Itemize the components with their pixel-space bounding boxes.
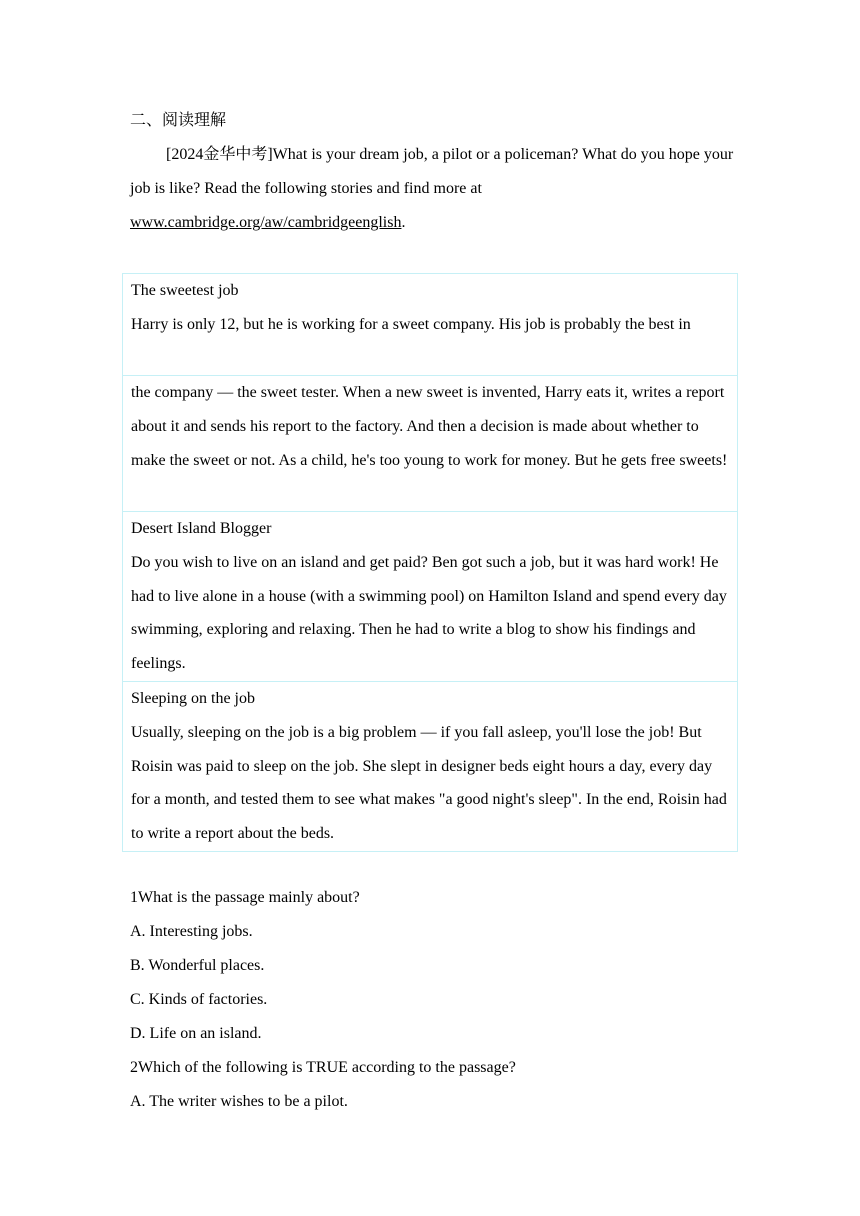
question-2-option-a[interactable]: A. The writer wishes to be a pilot. (130, 1093, 348, 1110)
story-text: Harry is only 12, but he is working for a sweet company. His job is probably the best in (131, 315, 691, 333)
story-cell-sweetest-job (123, 274, 738, 376)
story-title: The sweetest job (131, 282, 239, 299)
story-cell-sweetest-job-continued (123, 376, 738, 512)
table-row (123, 682, 738, 852)
question-1-option-d[interactable]: D. Life on an island. (130, 1025, 262, 1042)
question-1-stem: 1What is the passage mainly about? (130, 889, 360, 906)
table-row (123, 512, 738, 682)
story-text: Do you wish to live on an island and get paid? Ben got such a job, but it was hard work! He had to live alone in a house (with a swimming pool) on Hamilton Island and spend every day swimming, exploring and relaxing. Then he had to write a blog to show his findings and feelings. (131, 553, 727, 673)
story-title: Sleeping on the job (131, 690, 255, 707)
cambridge-link[interactable]: www.cambridge.org/aw/cambridgeenglish (130, 214, 402, 231)
story-cell-desert-island (123, 512, 738, 682)
source-tag: [2024金华中考] (166, 146, 273, 163)
question-1-option-c[interactable]: C. Kinds of factories. (130, 991, 268, 1008)
question-1-option-b[interactable]: B. Wonderful places. (130, 957, 265, 974)
intro-text: What is your dream job, a pilot or a policeman? What do you hope your job is like? Read the following stories and find more at (130, 146, 734, 197)
question-2-stem: 2Which of the following is TRUE according to the passage? (130, 1059, 516, 1076)
stories-table (122, 273, 738, 852)
story-cell-sleeping-job (123, 682, 738, 852)
story-text: the company — the sweet tester. When a new sweet is invented, Harry eats it, writes a report about it and sends his report to the factory. And then a decision is made about whether to make the sweet or not. As a child, he's too young to work for money. But he gets free sweets! (131, 384, 728, 469)
intro-paragraph (130, 138, 740, 240)
table-row (123, 274, 738, 376)
story-title: Desert Island Blogger (131, 520, 272, 537)
intro-end: . (401, 214, 406, 231)
story-text: Usually, sleeping on the job is a big problem — if you fall asleep, you'll lose the job! But Roisin was paid to sleep on the job. She slept in designer beds eight hours a day, every day for a month, and tested them to see what makes "a good night's sleep". In the end, Roisin had to write a report about the beds. (131, 723, 727, 843)
table-row (123, 376, 738, 512)
questions-section (130, 881, 740, 1119)
question-1-option-a[interactable]: A. Interesting jobs. (130, 923, 253, 940)
section-title: 二、阅读理解 (130, 112, 227, 129)
